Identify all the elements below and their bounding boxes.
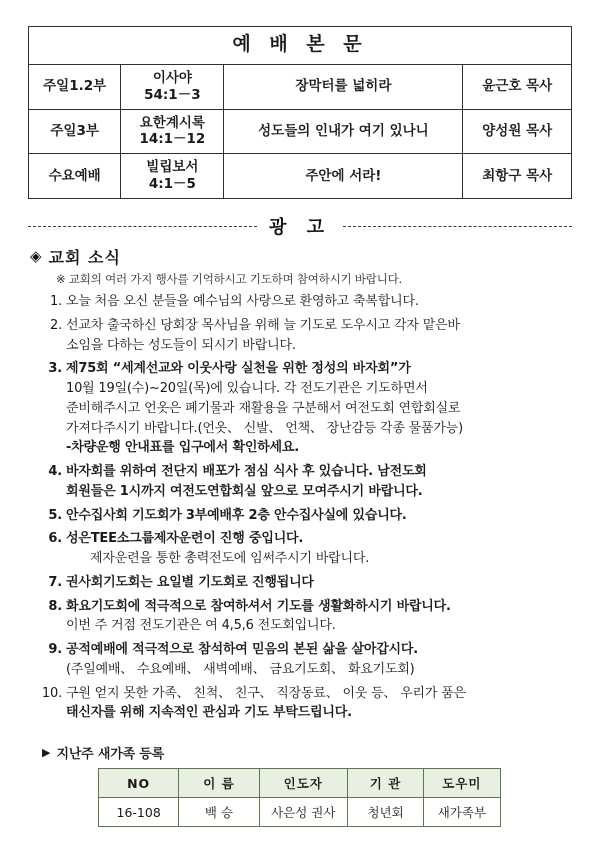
column-header-organization: 기 관 — [347, 769, 423, 798]
list-item-line: 공적예배에 적극적으로 참석하여 믿음의 본된 삶을 살아갑시다. — [66, 642, 419, 657]
list-item-line: 이번 주 거점 전도기관은 여 4,5,6 전도회입니다. — [66, 618, 336, 634]
new-family-table — [98, 768, 501, 827]
divider-line-right — [343, 226, 572, 227]
cell-organization: 청년회 — [347, 798, 423, 827]
sermon-subject: 주안에 서라! — [224, 154, 463, 199]
divider-line-left — [28, 226, 257, 227]
sermon-subject: 장막터를 넓히라 — [224, 64, 463, 109]
worship-table-title: 예 배 본 문 — [29, 27, 572, 65]
list-item-line: 준비해주시고 언옷은 폐기물과 재활용을 구분해서 여전도회 연합회실로 — [66, 400, 461, 416]
list-item-line: 제75회 “세계선교와 이웃사랑 실천을 위한 정성의 바자회”가 — [66, 361, 411, 377]
cell-inviter: 사은성 권사 — [259, 798, 347, 827]
list-item — [40, 316, 572, 356]
list-item-line: (주일예배、 수요예배、 새벽예배、 금요기도회、 화요기도회) — [66, 661, 415, 677]
cell-no: 16-108 — [99, 798, 179, 827]
new-family-heading — [42, 743, 572, 762]
service-name: 주일1.2부 — [29, 64, 121, 109]
list-item-line: 10월 19일(수)~20일(목)에 있습니다. 각 전도기관은 기도하면서 — [66, 381, 428, 396]
list-item-number: 10. — [41, 685, 62, 701]
list-item-line: 회원들은 1시까지 여전도연합회실 앞으로 모여주시기 바랍니다. — [66, 483, 423, 499]
list-item-line: 오늘 처음 오신 분들을 예수님의 사랑으로 환영하고 축복합니다. — [66, 294, 419, 309]
list-item-line: 권사회기도회는 요일별 기도회로 진행됩니다 — [66, 574, 314, 590]
cell-helper: 새가족부 — [424, 798, 500, 827]
table-row — [29, 154, 572, 199]
list-item-line: 제자운련을 통한 총력전도에 임써주시기 바랍니다. — [90, 551, 370, 566]
list-item — [40, 684, 572, 724]
preacher-name: 윤근호 목사 — [463, 64, 572, 109]
list-item-number: 8. — [48, 598, 62, 614]
list-item-line: 안수집사회 기도회가 3부예배후 2층 안수집사실에 있습니다. — [66, 507, 407, 523]
list-item — [40, 640, 572, 680]
list-item-line: 태신자를 위해 지속적인 관심과 기도 부탁드립니다. — [66, 705, 352, 721]
announcement-divider — [28, 213, 572, 239]
table-row — [29, 109, 572, 154]
table-header-row — [99, 769, 501, 798]
table-row — [99, 798, 501, 827]
list-item-line: 소임을 다하는 성도들이 되시기 바랍니다. — [66, 337, 296, 353]
list-item-number: 7. — [48, 574, 62, 590]
announcement-label: 광 고 — [268, 217, 332, 238]
list-item-line: 성은TEE소그룹제자운련이 진행 중입니다. — [66, 531, 304, 547]
service-name: 수요예배 — [29, 154, 121, 199]
list-item — [40, 597, 572, 637]
list-item — [40, 292, 572, 312]
column-header-no: NO — [99, 769, 179, 798]
list-item-number: 3. — [48, 361, 62, 377]
sermon-subject: 성도들의 인내가 여기 있나니 — [224, 109, 463, 154]
scripture-reference: 요한계시록 14:1－12 — [121, 109, 224, 154]
list-item-number: 4. — [48, 464, 62, 479]
list-item — [40, 359, 572, 458]
scripture-reference: 이사야 54:1－3 — [121, 64, 224, 109]
worship-table — [28, 26, 572, 199]
church-news-note: ※ 교회의 여러 가지 행사를 기억하시고 기도하며 참여하시기 바랍니다. — [56, 272, 402, 286]
list-item-number: 1. — [49, 294, 62, 309]
table-row — [29, 64, 572, 109]
preacher-name: 양성원 목사 — [463, 109, 572, 154]
list-item-number: 5. — [48, 507, 62, 523]
preacher-name: 최항구 목사 — [463, 154, 572, 199]
service-name: 주일3부 — [29, 109, 121, 154]
list-item-number: 2. — [49, 317, 62, 333]
column-header-name: 이 름 — [179, 769, 259, 798]
list-item-line: 가져다주시기 바랍니다.(언옷、 신발、 언책、 장난감등 각종 물품가능) — [66, 420, 463, 436]
list-item-number: 9. — [48, 642, 62, 657]
list-item — [40, 529, 572, 569]
diamond-icon: ◈ — [30, 247, 42, 265]
list-item-line: 화요기도회에 적극적으로 참여하셔서 기도를 생활화하시기 바랍니다. — [66, 598, 451, 614]
column-header-inviter: 인도자 — [259, 769, 347, 798]
list-item — [40, 573, 572, 593]
scripture-reference: 빌립보서 4:1－5 — [121, 154, 224, 199]
church-news-heading — [30, 245, 572, 268]
list-item — [40, 462, 572, 502]
worship-table-title-row — [29, 27, 572, 65]
cell-name: 백 승 — [179, 798, 259, 827]
triangle-right-icon: ▶ — [42, 746, 51, 759]
column-header-helper: 도우미 — [424, 769, 500, 798]
church-news-list — [28, 292, 572, 723]
list-item-number: 6. — [48, 531, 62, 547]
list-item-line: 구원 얻지 못한 가족、 친척、 친구、 직장동료、 이웃 등、 우리가 품은 — [66, 685, 466, 701]
list-item-line: -차량운행 안내표를 입구에서 확인하세요. — [66, 440, 299, 456]
list-item-line: 바자회를 위하여 전단지 배포가 점심 식사 후 있습니다. 남전도회 — [66, 464, 427, 479]
section-title: 교회 소식 — [48, 248, 121, 267]
list-item — [40, 506, 572, 526]
new-family-title: 지난주 새가족 등록 — [56, 747, 164, 762]
list-item-line: 선교차 출국하신 당회장 목사님을 위해 늘 기도로 도우시고 각자 맡은바 — [66, 317, 460, 333]
